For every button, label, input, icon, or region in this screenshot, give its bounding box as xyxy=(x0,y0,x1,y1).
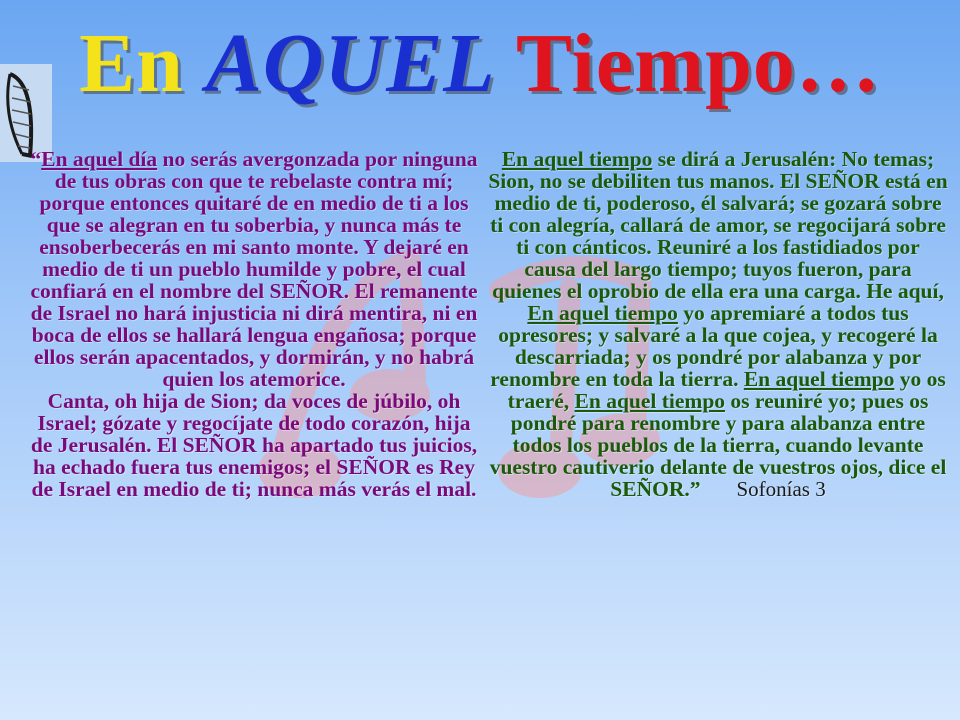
left-paragraph-1-text: no serás avergonzada por ninguna de tus obras con que te rebelaste contra mí; porque entonces quitaré de en medio de ti a los que se alegran en tu soberbia, y nunca más te ensoberbecerás en mi santo monte. Y dejaré en medio de ti un pueblo humilde y pobre, el cual confiará en el nombre del SEÑOR. El remanente de Israel no hará injusticia ni dirá mentira, ni en boca de ellos se hallará lengua engañosa; porque ellos serán apacentados, y dormirán, y no habrá quien los atemorice. xyxy=(30,147,478,391)
left-paragraph-2: Canta, oh hija de Sion; da voces de júbilo, oh Israel; gózate y regocíjate de todo corazón, hija de Jerusalén. El SEÑOR ha apartado tus juicios, ha echado fuera tus enemigos; el SEÑOR es Rey de Israel en medio de ti; nunca más verás el mal. xyxy=(30,389,478,501)
title-word-en: En xyxy=(79,17,184,110)
scripture-reference: Sofonías 3 xyxy=(736,477,826,501)
right-text-part-1: se dirá a Jerusalén: No temas; Sion, no se debiliten tus manos. El SEÑOR está en medio de ti, poderoso, él salvará; se gozará sobre ti con alegría, callará de amor, se regocijará sobre ti con cánticos. Reuniré a los fastidiados por causa del largo tiempo; tuyos fueron, para quienes el oprobio de ella era una carga. He aquí, xyxy=(488,147,948,303)
underlined-phrase: En aquel tiempo xyxy=(501,147,653,171)
title-word-tiempo: Tiempo… xyxy=(516,17,881,110)
right-paragraph xyxy=(488,148,948,500)
right-text-part-2: yo apremiaré a todos tus opresores; y salvaré a la que cojea, y recogeré la descarriada; y os pondré por alabanza y por renombre en toda la tierra. xyxy=(490,301,938,391)
underlined-phrase: En aquel día xyxy=(41,147,158,171)
left-text-column xyxy=(28,148,480,500)
page-title xyxy=(0,14,960,114)
underlined-phrase: En aquel tiempo xyxy=(574,389,726,413)
open-quote: “ xyxy=(30,147,42,171)
left-paragraph-1 xyxy=(28,148,480,390)
title-word-aquel: AQUEL xyxy=(205,17,496,110)
right-text-part-3: yo os traeré, xyxy=(507,367,946,413)
right-text-part-4: os reuniré yo; pues os pondré para renombre y para alabanza entre todos los pueblos de la tierra, cuando levante vuestro cautiverio delante de vuestros ojos, dice el SEÑOR.” xyxy=(489,389,947,501)
underlined-phrase: En aquel tiempo xyxy=(743,367,895,391)
underlined-phrase: En aquel tiempo xyxy=(527,301,678,325)
right-text-column xyxy=(488,148,948,500)
